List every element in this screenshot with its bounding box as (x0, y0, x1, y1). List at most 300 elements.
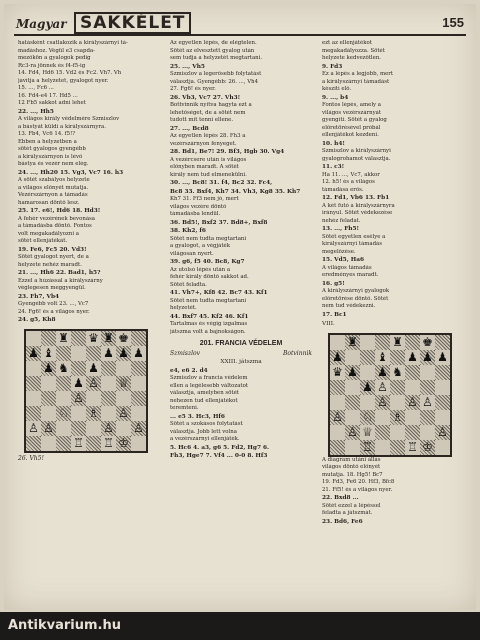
board-square (405, 350, 420, 365)
board-square (375, 350, 390, 365)
board-square (41, 346, 56, 361)
board-square (405, 410, 420, 425)
board-square (420, 380, 435, 395)
chess-piece-icon: ♟ (73, 376, 84, 390)
chess-piece-icon: ♟ (407, 350, 418, 364)
board-square (345, 425, 360, 440)
text-block (322, 102, 464, 140)
board-square (86, 391, 101, 406)
board-square (375, 410, 390, 425)
text-line: Ez a lépés a legjobb, mert (322, 71, 394, 77)
text-line: Tartalmas és végig izgalmas (170, 321, 248, 327)
board-square (26, 331, 41, 346)
move-line: 12. Fd1, Vb6 13. Fb1 (322, 195, 390, 201)
board-square (435, 350, 450, 365)
board-square (435, 410, 450, 425)
text-line: helyzete nehéz maradt. (18, 261, 82, 268)
board-square (345, 365, 360, 380)
text-line: Sötét nem tudta megtartani (170, 235, 247, 242)
text-line: Vezérszárnyon a támadás (18, 192, 88, 198)
text-line: Ha 11. ..., Vc7, akkor (322, 171, 380, 178)
round-label: XXIII. játszma (220, 359, 262, 365)
board-square (131, 376, 146, 391)
text-block (322, 40, 464, 63)
board-square (390, 365, 405, 380)
board-square (420, 365, 435, 380)
move-line: 30. ..., Bc8! 31. f4, Bc2 32. Fc4, (170, 180, 273, 186)
board-square (71, 391, 86, 406)
chess-diagram-1 (24, 329, 148, 453)
chess-piece-icon: ♕ (362, 425, 373, 439)
text-block (170, 157, 312, 180)
board-square (41, 376, 56, 391)
board-square (420, 410, 435, 425)
board-square (131, 436, 146, 451)
board-square (101, 406, 116, 421)
board-square (101, 376, 116, 391)
board-square (390, 335, 405, 350)
watermark-bar (0, 612, 480, 640)
chess-diagram-2 (328, 333, 452, 457)
chess-piece-icon: ♝ (43, 346, 54, 360)
text-line: Ezzel a húzással a királyszárny (18, 277, 103, 284)
board-square (101, 421, 116, 436)
text-line: Az egyetlen lépés 28. Fh3 a (170, 133, 246, 139)
text-line: készíti elő. (322, 86, 352, 92)
chess-piece-icon: ♙ (377, 395, 388, 409)
chess-piece-icon: ♟ (347, 365, 358, 379)
chess-piece-icon: ♙ (437, 425, 448, 439)
board-square (435, 365, 450, 380)
board-square (101, 331, 116, 346)
text-block (18, 177, 160, 207)
text-line: a királyszárnyi támadást (322, 78, 390, 85)
move-line: 41. Vh7+, Kf8 42. Bc7 43. Kf1 (170, 290, 268, 296)
chess-piece-icon: ♘ (362, 410, 373, 424)
board-square (116, 376, 131, 391)
text-line: nehezen tud ellenjátékot (170, 397, 238, 404)
board-square (86, 421, 101, 436)
move-line: 38. Kh2, f6 (170, 228, 206, 234)
board-square (116, 391, 131, 406)
chess-piece-icon: ♖ (73, 436, 84, 450)
board-square (435, 440, 450, 455)
board-square (345, 380, 360, 395)
board-square (435, 425, 450, 440)
move-line: 15. Vd5, Ha6 (322, 257, 364, 263)
board-square (405, 365, 420, 380)
move-line: 22. ..., Hh5 (18, 108, 54, 115)
text-block (322, 265, 464, 280)
chess-piece-icon: ♙ (133, 421, 144, 435)
board-square (330, 410, 345, 425)
text-block (170, 421, 312, 444)
board-square (390, 350, 405, 365)
chess-piece-icon: ♜ (58, 331, 69, 345)
move-line: 44. Bxf7 45. Kf2 46. Kf1 (170, 313, 249, 320)
text-line: Kh7 31. Ff3 nem jó, mert (170, 196, 239, 202)
chess-piece-icon: ♟ (332, 350, 343, 364)
board-square (71, 331, 86, 346)
board-square (330, 395, 345, 410)
board-square (26, 361, 41, 376)
diagram-label: 26. Vh5! (18, 454, 44, 462)
board-square (26, 421, 41, 436)
board-square (26, 391, 41, 406)
board-square (56, 436, 71, 451)
board-square (56, 376, 71, 391)
text-line: a bástyát küldi a királyszárnyra. (18, 123, 106, 130)
text-line: választja, amelyben sötét (170, 390, 239, 396)
move-line: 13. ..., Fh5! (322, 226, 360, 232)
text-line: Sötét egyetlen esélye a (322, 233, 386, 240)
chess-piece-icon: ♟ (28, 346, 39, 360)
text-line: Sötét a szokásos folytatást (170, 421, 243, 427)
text-line: királyszárnyi támadás (322, 241, 383, 247)
text-line: Sötét az elvesztett gyalog után (170, 47, 255, 54)
chess-piece-icon: ♙ (377, 380, 388, 394)
text-block (18, 216, 160, 246)
board-square (405, 380, 420, 395)
board-square (405, 335, 420, 350)
board-square (405, 395, 420, 410)
chess-piece-icon: ♞ (392, 365, 403, 379)
text-line: világos vezére döntő (170, 203, 227, 210)
board-square (41, 331, 56, 346)
text-block (322, 203, 464, 226)
board-square (86, 346, 101, 361)
chess-piece-icon: ♖ (103, 436, 114, 450)
text-block (170, 196, 312, 219)
board-square (71, 406, 86, 421)
magazine-page (4, 4, 476, 610)
text-line: Sötét gyalogot nyert, de a (18, 254, 89, 260)
move-line: Bc8 33. Bxf4, Kh7 34. Vh3, Kg8 35. Kh7 (170, 188, 301, 195)
board-square (116, 346, 131, 361)
text-line: eredményes maradt. (322, 272, 379, 278)
board-square (375, 395, 390, 410)
column-2 (170, 40, 312, 608)
chess-piece-icon: ♙ (73, 391, 84, 405)
text-line: a világos előnyét mutatja. (18, 184, 89, 191)
text-line: Szmiszlov a királyszárnyi (322, 148, 391, 154)
board-square (86, 406, 101, 421)
board-square (71, 346, 86, 361)
board-square (26, 436, 41, 451)
chess-piece-icon: ♝ (377, 350, 388, 364)
chess-piece-icon: ♙ (407, 395, 418, 409)
chess-piece-icon: ♟ (103, 346, 114, 360)
board-square (330, 440, 345, 455)
text-line: Sötét feladta. (170, 281, 207, 288)
text-block (322, 503, 464, 518)
chess-piece-icon: ♙ (347, 425, 358, 439)
board-square (420, 395, 435, 410)
text-line: sötét ellenjátékát. (18, 238, 68, 244)
player-white: Szmiszlov (170, 349, 201, 357)
text-block (322, 234, 464, 257)
text-line: A sötét szabályos helyzete (18, 177, 90, 183)
text-block (18, 301, 160, 316)
board-square (390, 425, 405, 440)
board-square (41, 391, 56, 406)
board-square (56, 391, 71, 406)
chess-piece-icon: ♗ (392, 410, 403, 424)
chess-piece-icon: ♜ (347, 335, 358, 349)
text-line: 14. Fd4, Hd6 15. Vd2 és Fc2. Vh7. Vh (18, 70, 122, 76)
text-block (170, 298, 312, 313)
board-square (131, 406, 146, 421)
board-square (435, 395, 450, 410)
text-line: 24. Fg6! és a világos nyer. (18, 308, 90, 315)
board-square (375, 335, 390, 350)
move-line: Fh3, Hge7 7. Vf4 ... 0-0 8. Hf3 (170, 453, 268, 459)
board-square (375, 365, 390, 380)
text-line: Szmiszlov a francia védelem (170, 375, 248, 381)
text-line: helyzetét. (170, 305, 197, 311)
text-line: Sötét ezzel a lépéssel (322, 502, 381, 509)
board-square (41, 421, 56, 436)
text-line: világos vezérszárnyát (322, 109, 382, 116)
chess-piece-icon: ♙ (422, 395, 433, 409)
move-line: 25. 17. e6!, Hd6 18. Hd3! (18, 208, 101, 214)
text-line: Fontos lépés, amely a (322, 102, 382, 108)
text-line: Sötét nem tudta megtartani (170, 297, 247, 304)
text-line: a királyszárnyon is lévő (18, 153, 83, 160)
chess-piece-icon: ♟ (88, 361, 99, 375)
chess-piece-icon: ♙ (88, 376, 99, 390)
text-line: Az utolsó lépés után a (170, 266, 231, 273)
text-line: gyengíti. Sötét a gyalog (322, 117, 387, 123)
board-square (26, 406, 41, 421)
text-line: 27. Fg6! és nyer. (170, 86, 216, 92)
chess-piece-icon: ♙ (43, 421, 54, 435)
players-line (170, 350, 312, 358)
move-line: 17. Bc1 (322, 311, 347, 318)
move-line: 25. ..., Vh5 (170, 63, 205, 70)
move-line: 19. Fe6, Fc5 20. Vd3! (18, 246, 87, 253)
board-square (56, 406, 71, 421)
text-line: előnyben maradt. A sötét (170, 164, 239, 170)
text-block (322, 457, 464, 495)
board-square (360, 350, 375, 365)
text-line: A világos király védelmére Szmiszlov (18, 116, 120, 122)
text-line: nehéz feladat. (322, 217, 361, 224)
text-line: világos döntő előnyét (322, 464, 381, 470)
board-square (420, 350, 435, 365)
board-square (375, 440, 390, 455)
text-line: játszma volt a bajnokságon. (170, 328, 246, 335)
column-1 (18, 40, 160, 608)
board-square (345, 440, 360, 455)
move-line: 39. g6, f5 40. Bc8, Kg7 (170, 259, 245, 265)
text-line: A világos támadás (322, 264, 372, 271)
chess-piece-icon: ♟ (437, 350, 448, 364)
move-line: 9. Fd3 (322, 63, 343, 70)
text-block (18, 254, 160, 269)
text-line: 13. Fb4, Vc6 14. f5!? (18, 131, 76, 137)
board-square (56, 361, 71, 376)
text-line: ellen a legélesebb változatot (170, 382, 249, 389)
brand-magyar: Magyar (16, 17, 67, 31)
move-line: 21. ..., Hh6 22. Bad1, h5? (18, 270, 101, 276)
chess-piece-icon: ♗ (88, 406, 99, 420)
text-line: Rc3-ra jönnek és f4-f5-ig (18, 62, 86, 69)
text-block (170, 321, 312, 336)
board-square (71, 361, 86, 376)
move-line: 26. Vb3, Vc7 27. Vh3! (170, 94, 241, 101)
board-square (405, 440, 420, 455)
board-square (56, 421, 71, 436)
column-3 (322, 40, 464, 608)
text-line: tudott mit tenni ellene. (170, 117, 234, 123)
text-block (170, 267, 312, 290)
text-line: fehér király döntő sakkot ad. (170, 274, 249, 280)
page-header (14, 12, 466, 36)
text-line: választja. Jobb lett volna (170, 428, 237, 435)
board-square (131, 346, 146, 361)
board-square (116, 361, 131, 376)
text-block (18, 278, 160, 293)
board-square (420, 335, 435, 350)
text-line: mutatja. 18. Hg5! Bc7 (322, 471, 383, 478)
chess-piece-icon: ♟ (133, 346, 144, 360)
text-line: irányul. Sötét védekezése (322, 210, 393, 216)
player-black: Botvinnik (282, 349, 312, 357)
board-square (101, 361, 116, 376)
text-line: volt megakadályozni a (18, 230, 79, 237)
text-line: gyalogrohamot választja. (322, 155, 391, 162)
board-square (360, 380, 375, 395)
board-square (360, 365, 375, 380)
move-line: 22. Bxd8 ... (322, 495, 359, 501)
move-line: 9. ..., b4 (322, 94, 349, 101)
move-line: 24. ..., Hh20 15. Vg3, Vc7 16. h3 (18, 169, 124, 176)
chess-piece-icon: ♟ (43, 361, 54, 375)
board-square (390, 380, 405, 395)
chess-piece-icon: ♚ (118, 331, 129, 345)
board-square (131, 361, 146, 376)
text-block (170, 236, 312, 259)
page-number: 155 (442, 15, 464, 30)
text-block (18, 40, 160, 108)
diagram-caption: VIII. (322, 321, 335, 327)
board-square (116, 436, 131, 451)
chess-piece-icon: ♙ (332, 410, 343, 424)
text-block (322, 71, 464, 94)
move-line: 36. Bd5!, Bxf2 37. Bd8+, Bxf8 (170, 219, 268, 226)
text-line: 15. ..., Fc6 ... (18, 85, 54, 91)
text-line: A királyszárnyi gyalogok (322, 288, 390, 294)
text-block (170, 102, 312, 125)
board-square (375, 425, 390, 440)
chess-piece-icon: ♙ (103, 421, 114, 435)
chess-piece-icon: ♞ (58, 361, 69, 375)
text-line: 16. Fd4-e4 17. Hd5 ... (18, 92, 78, 99)
chess-piece-icon: ♙ (28, 421, 39, 435)
text-line: sötét gyalogos gyengébb (18, 146, 86, 152)
text-block (18, 116, 160, 169)
board-square (360, 425, 375, 440)
board-square (405, 425, 420, 440)
text-line: hamarosan döntő lesz. (18, 199, 80, 206)
chess-piece-icon: ♚ (422, 335, 433, 349)
board-square (345, 335, 360, 350)
text-line: véglegesen meggyengül. (18, 285, 86, 291)
board-square (41, 436, 56, 451)
board-square (71, 376, 86, 391)
board-square (116, 421, 131, 436)
board-square (435, 335, 450, 350)
text-line: madáshoz. Végül e3 csapda- (18, 47, 95, 54)
text-line: a gyalogot, a végjáték (170, 243, 231, 249)
board-square (390, 440, 405, 455)
text-line: világosan nyert. (170, 250, 214, 257)
text-line: 12. h5! és a világos (322, 179, 375, 185)
board-square (101, 346, 116, 361)
board-square (86, 361, 101, 376)
board-square (101, 436, 116, 451)
opening-moves: e4, e6 2. d4 (170, 367, 208, 374)
text-line: Ebben a helyzetben a (18, 138, 77, 145)
text-line: megelőzése. (322, 248, 356, 255)
text-block (170, 375, 312, 413)
board-square (360, 335, 375, 350)
move-line: 11. c3! (322, 164, 345, 170)
board-square (360, 395, 375, 410)
board-square (360, 440, 375, 455)
board-square (131, 421, 146, 436)
board-square (86, 376, 101, 391)
move-line: 5. Hc6 4. a3, g6 5. Fd2, Hg7 6. (170, 444, 270, 451)
board-square (71, 436, 86, 451)
move-line: ... e5 3. Hc3, Hf6 (170, 413, 225, 420)
text-line: helyzete kedvezőtlen. (322, 55, 382, 61)
chess-piece-icon: ♔ (118, 436, 129, 450)
move-line: 24. g5, Kh8 (18, 317, 56, 323)
text-line: lehetőséget, de a sötét nem (170, 109, 246, 116)
text-line: Szmiszlov a legerősebb folytatást (170, 71, 262, 77)
text-line: támadása erős. (322, 186, 364, 193)
text-line: király nem tud elmenekülni. (170, 171, 247, 178)
move-line: 10. h4! (322, 140, 345, 147)
text-line: választja. Gyengébb: 26. ..., Vh4 (170, 78, 259, 85)
text-line: vezérszárnyon fenyeget. (170, 140, 237, 147)
board-square (86, 436, 101, 451)
text-line: 21. Ff5! és a világos nyer. (322, 486, 393, 493)
board-square (26, 376, 41, 391)
game-title: 201. FRANCIA VÉDELEM (199, 340, 283, 347)
text-line: A két futó a királyszárnyra (322, 202, 395, 209)
brand-sakkelet: SAKKÉLET (74, 12, 191, 34)
chess-piece-icon: ♜ (103, 331, 114, 345)
chess-piece-icon: ♟ (362, 380, 373, 394)
text-line: bástya és vezér nem elég. (18, 161, 89, 167)
chess-piece-icon: ♛ (332, 365, 343, 379)
text-line: javítja a helyzetet, gyalogot nyer. (18, 77, 109, 84)
board-square (420, 425, 435, 440)
text-line: nem tud védekezni. (322, 303, 376, 309)
chess-piece-icon: ♖ (362, 440, 373, 454)
board-square (390, 410, 405, 425)
text-line: Az egyetlen lépés, de elégtelen. (170, 40, 257, 46)
chess-piece-icon: ♟ (377, 365, 388, 379)
board-square (330, 335, 345, 350)
text-line: sem tudja a helyzetét megtartani. (170, 55, 263, 61)
chess-piece-icon: ♙ (118, 406, 129, 420)
text-line: mezőkön a gyalogok pedig (18, 55, 91, 61)
chess-piece-icon: ♕ (118, 376, 129, 390)
